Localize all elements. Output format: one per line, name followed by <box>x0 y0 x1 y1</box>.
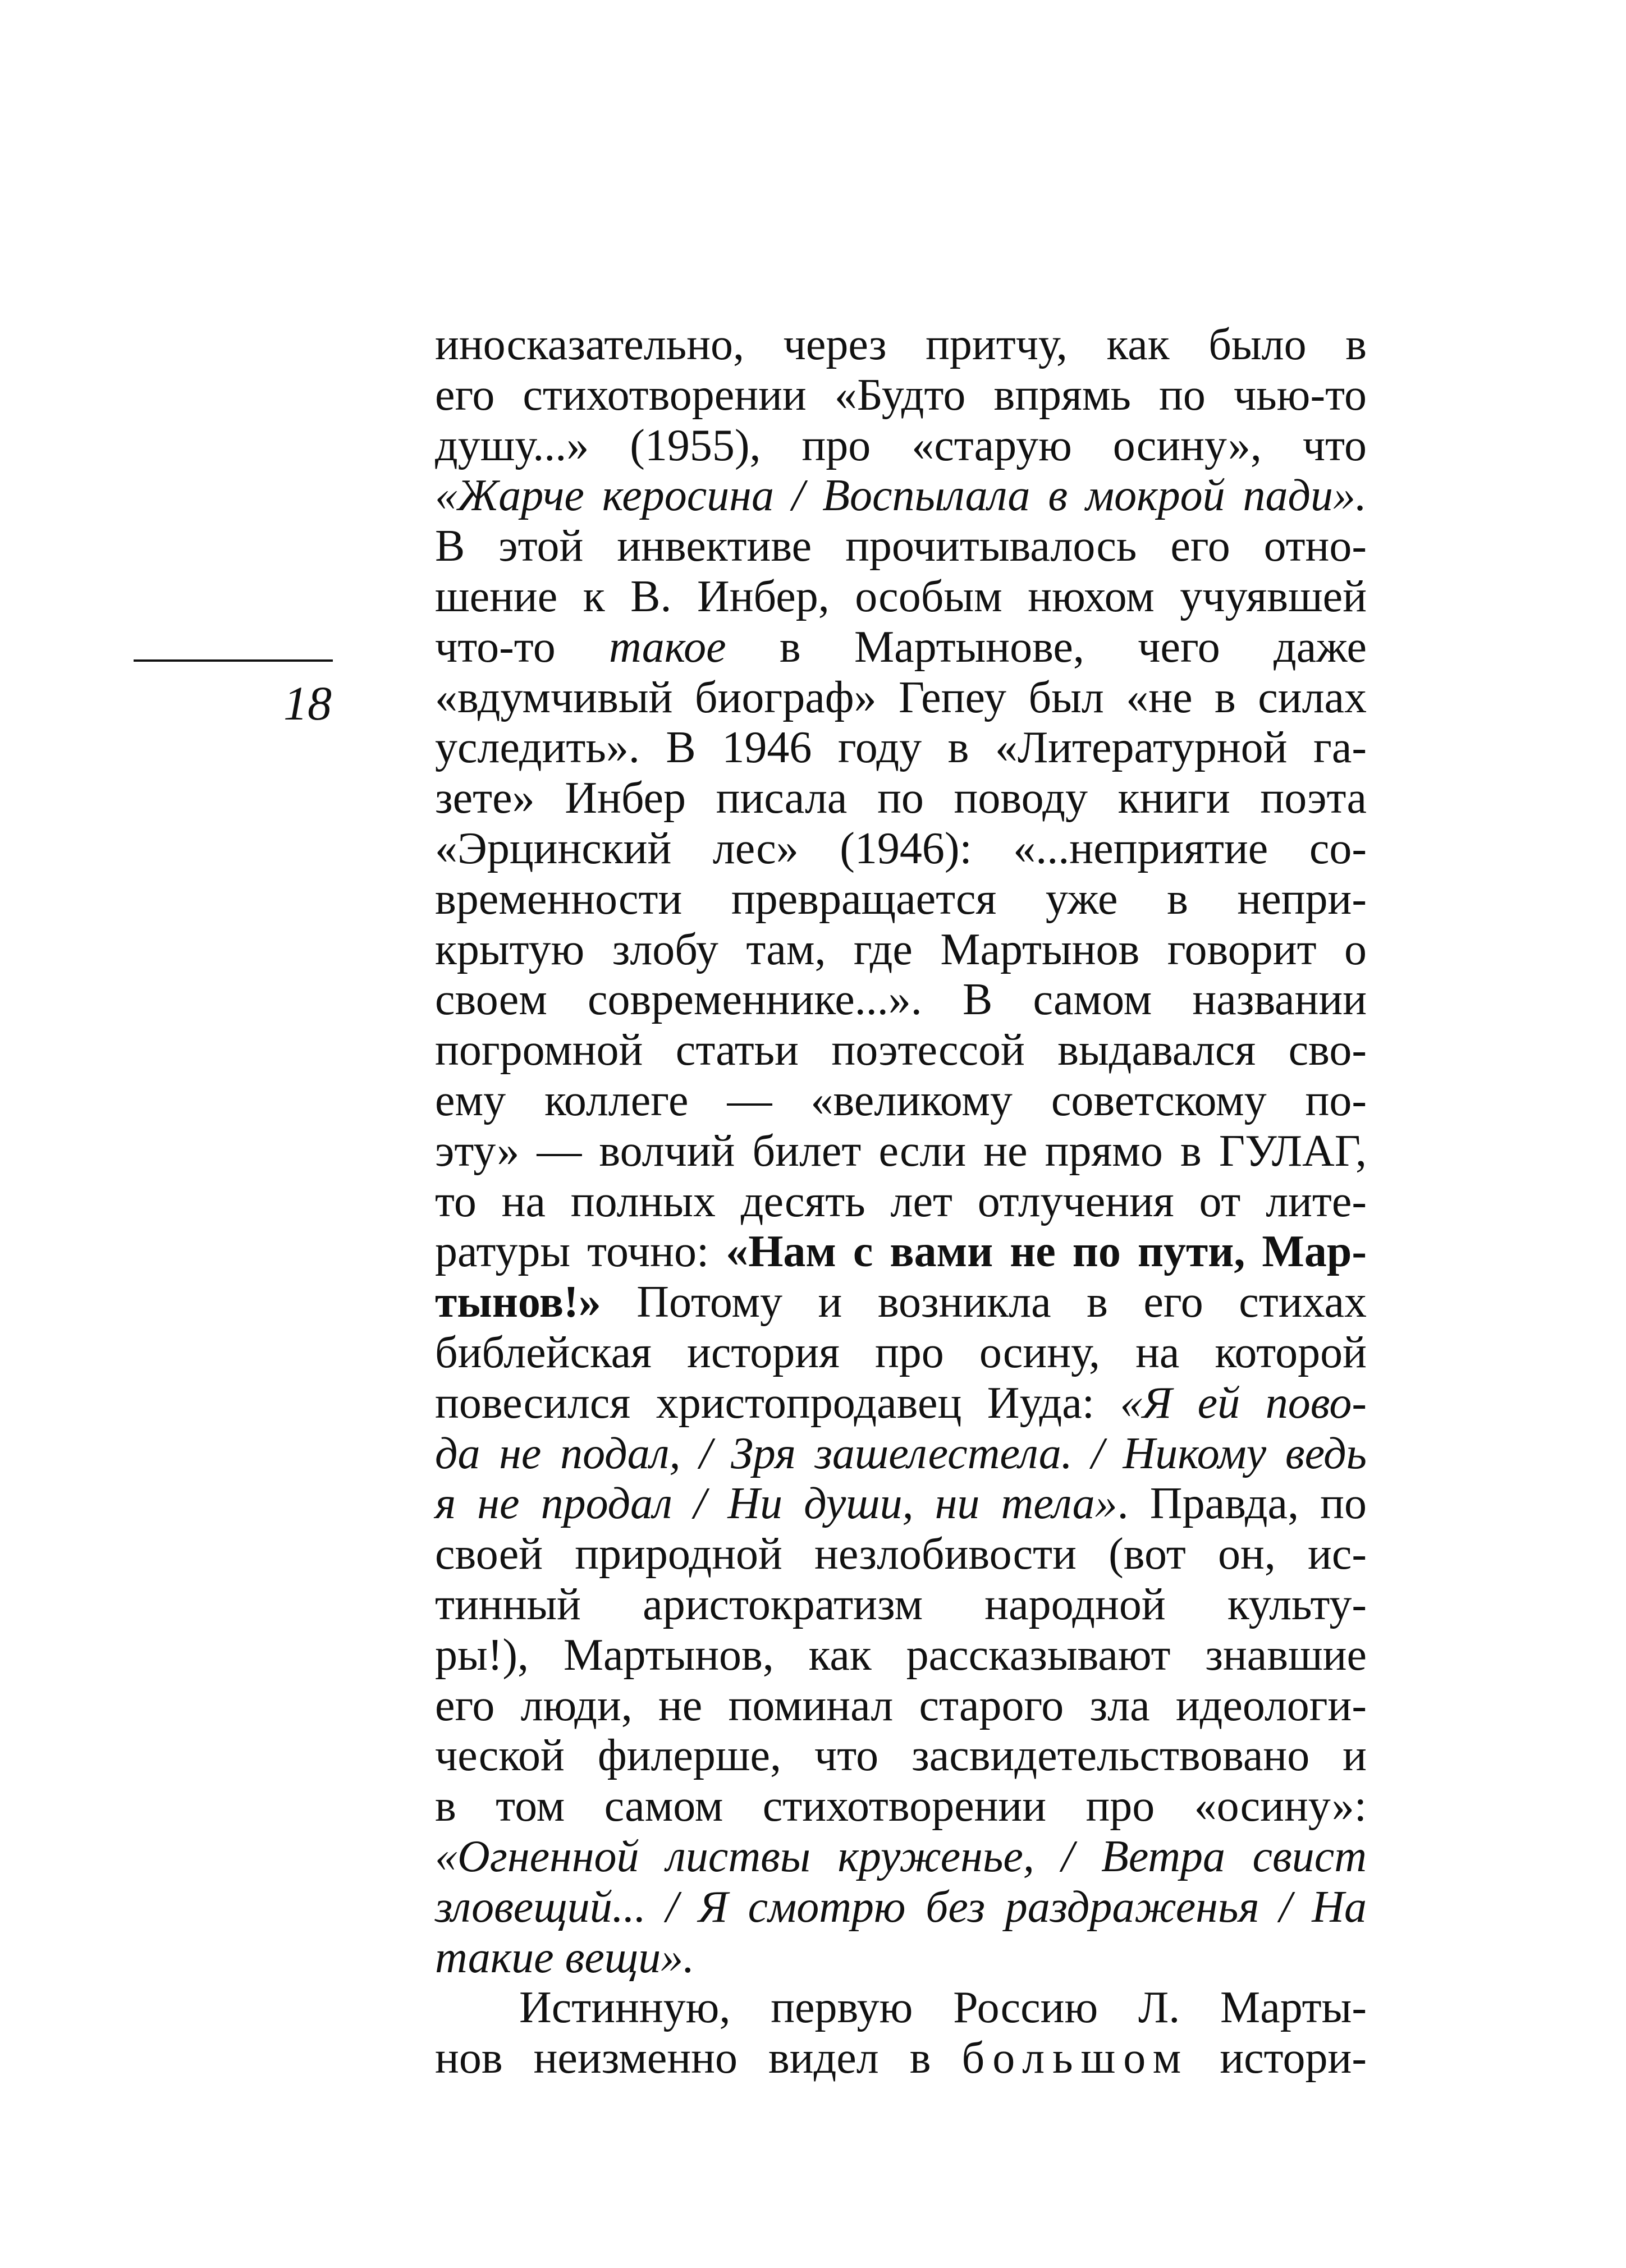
text-line: крытую злобу там, где Мартынов говорит о <box>435 924 1367 974</box>
body-text <box>435 320 1367 2084</box>
text-line: погромной статьи поэтессой выдавался сво- <box>435 1025 1367 1075</box>
quote-italic: зловещий... / Я смотрю без раздраженья / На <box>435 1882 1367 1932</box>
quote-italic: я не продал / Ни души, ни тела» <box>435 1479 1117 1529</box>
text-line: «вдумчивый биограф» Гепеу был «не в силах <box>435 672 1367 722</box>
text-line: ры!), Мартынов, как рассказывают знавшие <box>435 1630 1367 1680</box>
quote-italic: да не подал, / Зря зашелестела. / Никому ведь <box>435 1428 1367 1478</box>
quote-bold: «Нам с вами не по пути, Мар- <box>726 1227 1367 1277</box>
quote-italic: «Огненной листвы круженье, / Ветра свист <box>435 1831 1367 1881</box>
text-line: тинный аристократизм народной культу- <box>435 1579 1367 1629</box>
text-line <box>435 471 1367 521</box>
text-line: библейская история про осину, на которой <box>435 1327 1367 1377</box>
text-line: ческой филерше, что засвидетельствовано и <box>435 1731 1367 1781</box>
text-line <box>435 1882 1367 1933</box>
text-line: в том самом стихотворении про «осину»: <box>435 1781 1367 1831</box>
text-line <box>435 1832 1367 1882</box>
text-line: тынов!» Потому и возникла в его стихах <box>435 1277 1367 1327</box>
quote-italic: такие вещи». <box>435 1932 695 1982</box>
text-line: иносказательно, через притчу, как было в <box>435 320 1367 369</box>
text-line: что-то такое в Мартынове, чего даже <box>435 622 1367 672</box>
text-line: то на полных десять лет отлучения от лите- <box>435 1176 1367 1226</box>
text-line <box>435 1429 1367 1479</box>
text-line: зете» Инбер писала по поводу книги поэта <box>435 773 1367 823</box>
quote-italic: «Я ей пово- <box>1120 1378 1367 1428</box>
page-number: 18 <box>283 676 332 730</box>
margin-rule <box>134 659 333 662</box>
quote-italic: «Жарче керосина / Воспылала в мокрой пади». <box>435 471 1367 521</box>
text-line: В этой инвективе прочитывалось его отно- <box>435 521 1367 571</box>
text-line: его люди, не поминал старого зла идеологи- <box>435 1680 1367 1730</box>
text-line: уследить». В 1946 году в «Литературной га- <box>435 723 1367 773</box>
text-line: временности превращается уже в непри- <box>435 874 1367 924</box>
text-line: ратуры точно: «Нам с вами не по пути, Мар- <box>435 1227 1367 1277</box>
text-line: его стихотворении «Будто впрямь по чью-то <box>435 370 1367 420</box>
text-line: повесился христопродавец Иуда: «Я ей пово- <box>435 1378 1367 1428</box>
spaced-emphasis: большом <box>961 2033 1189 2083</box>
text-line: шение к В. Инбер, особым нюхом учуявшей <box>435 571 1367 621</box>
text-line: эту» — волчий билет если не прямо в ГУЛАГ, <box>435 1126 1367 1176</box>
text-line: душу...» (1955), про «старую осину», что <box>435 420 1367 470</box>
text-line: ему коллеге — «великому советскому по- <box>435 1075 1367 1125</box>
text-line <box>435 1933 1367 1983</box>
text-line: я не продал / Ни души, ни тела». Правда, по <box>435 1479 1367 1529</box>
emphasis-italic: такое <box>608 622 726 672</box>
text-line: нов неизменно видел в большом истори- <box>435 2033 1367 2083</box>
text-line: своей природной незлобивости (вот он, ис- <box>435 1529 1367 1579</box>
text-line: своем современнике...». В самом названии <box>435 975 1367 1025</box>
text-line: «Эрцинский лес» (1946): «...неприятие со- <box>435 823 1367 873</box>
quote-bold: тынов!» <box>435 1277 601 1327</box>
paragraph-start-line: Истинную, первую Россию Л. Марты- <box>519 1983 1367 2033</box>
